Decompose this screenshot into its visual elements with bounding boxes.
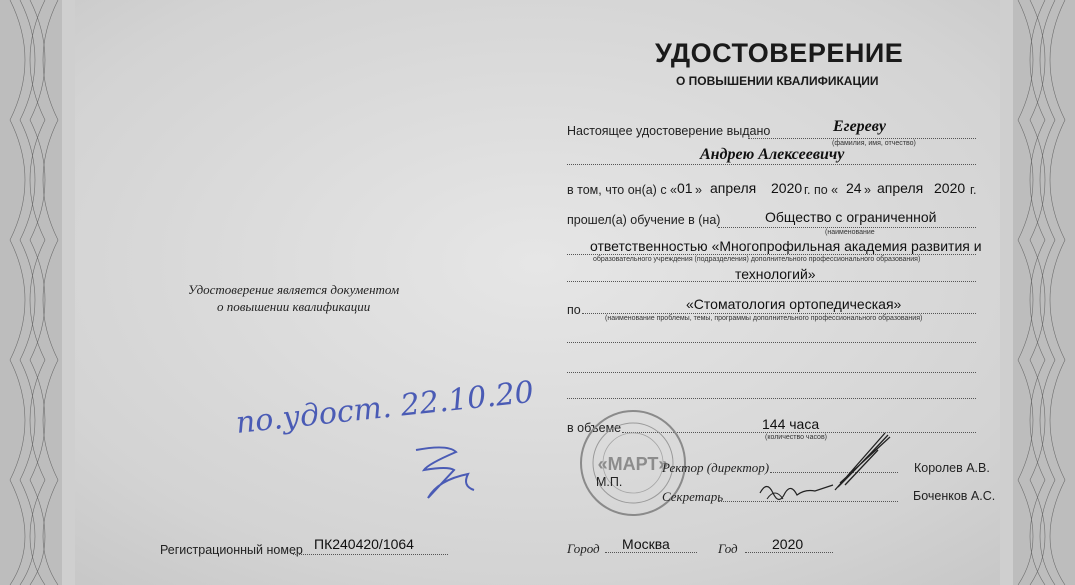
secretary-signature [755,475,835,505]
program-hint: (наименование проблемы, темы, программы дополнительного профессионального образования) [605,315,923,322]
rector-label: Ректор (директор) [662,460,770,475]
g-end-label: г. [970,183,977,197]
quote-close-1: » [695,183,702,197]
day-to: 24 [846,180,862,196]
org-line-2: ответственностью «Многопрофильная академия развития и [590,238,982,254]
certificate-title: УДОСТОВЕРЕНИЕ [655,38,904,68]
stamp-text: «МАРТ» [597,454,669,474]
quote-close-2: » [864,183,871,197]
city-value: Москва [622,536,670,552]
reg-number: ПК240420/1064 [314,536,414,552]
handwritten-signature [408,440,488,504]
org-line-3: технологий» [735,266,816,282]
handwritten-note-text: по.удост. 22.10.20 [234,374,536,441]
program-value: «Стоматология ортопедическая» [686,296,902,312]
org-line-1: Общество с ограниченной [765,209,937,225]
left-note-line-1: Удостоверение является документом [188,282,400,297]
g-po-label: г. по « [804,183,839,197]
secretary-label: Секретарь [662,489,724,504]
secretary-name: Боченков А.С. [913,489,996,503]
month-from: апреля [710,180,757,196]
rector-name: Королев А.В. [914,461,990,475]
org-hint-1: (наименование [825,229,875,236]
mp-label: М.П. [596,475,623,489]
rector-signature [830,425,895,495]
surname-value: Егереву [833,118,887,135]
certificate-subtitle: О ПОВЫШЕНИИ КВАЛИФИКАЦИИ [676,74,879,88]
month-to: апреля [877,180,924,196]
name-hint: (фамилия, имя, отчество) [832,140,916,147]
hours-value: 144 часа [762,416,820,432]
day-from: 01 [677,180,693,196]
right-ornament-border [1000,0,1075,585]
left-note-line-2: о повышении квалификации [217,299,371,314]
po-label: по [567,303,581,317]
org-hint-2: образовательного учреждения (подразделения) дополнительного профессионального образования) [593,256,921,263]
trained-label: прошел(а) обучение в (на) [567,213,721,227]
year-value: 2020 [772,536,804,552]
hours-hint: (количество часов) [765,434,827,441]
left-ornament-border [0,0,75,585]
year-label: Год [718,541,738,556]
year-to: 2020 [934,180,966,196]
reg-label: Регистрационный номер [160,543,303,557]
handwritten-note [230,374,536,508]
period-label: в том, что он(а) с « [567,183,677,197]
city-label: Город [567,541,600,556]
volume-label: в объеме [567,421,622,435]
given-names-value: Андрею Алексеевичу [700,146,845,163]
issued-label: Настоящее удостоверение выдано [567,124,771,138]
year-from: 2020 [771,180,803,196]
